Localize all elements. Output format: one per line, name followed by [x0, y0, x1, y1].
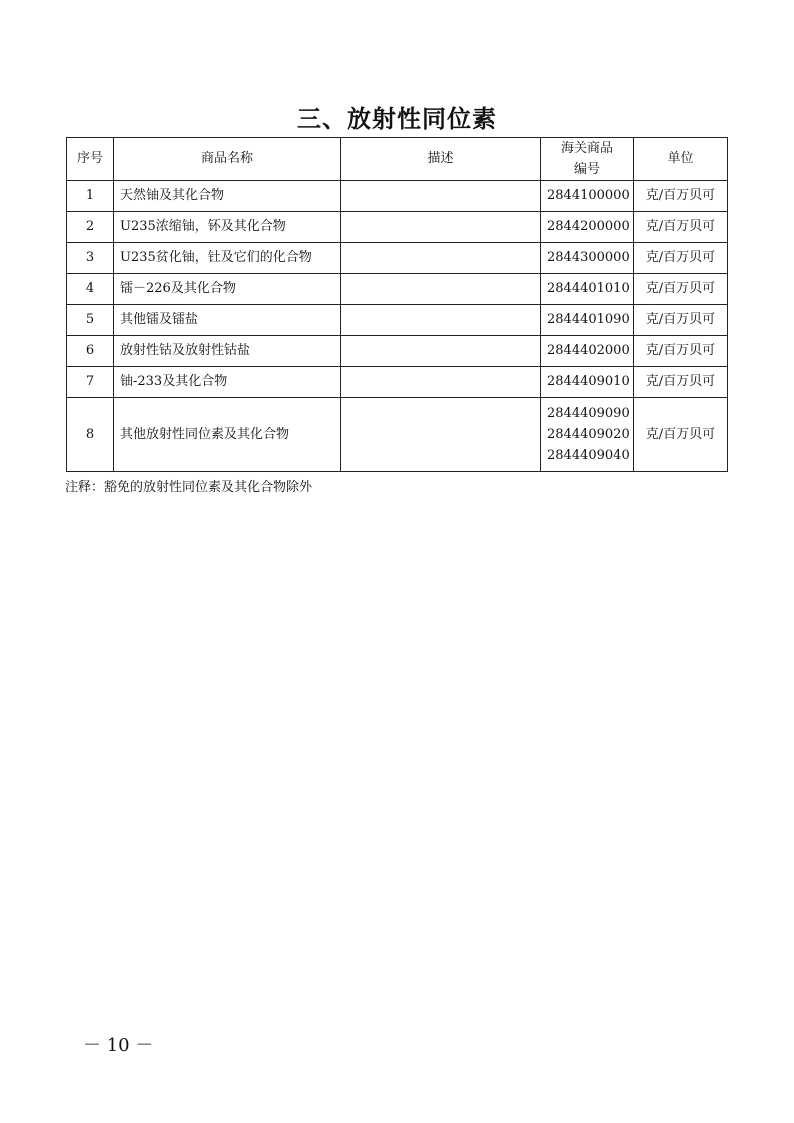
row-customs-code-list	[541, 398, 634, 472]
row-unit: 克/百万贝可	[634, 336, 728, 367]
row-name: 其他放射性同位素及其化合物	[114, 398, 341, 472]
table-row	[67, 181, 728, 212]
table-row	[67, 274, 728, 305]
header-customs-code-line1: 海关商品	[560, 141, 613, 156]
row-customs-code: 2844100000	[541, 181, 634, 212]
row-name: 放射性钴及放射性钴盐	[114, 336, 341, 367]
row-customs-code: 2844409010	[541, 367, 634, 398]
row-customs-code: 2844402000	[541, 336, 634, 367]
row-index: 7	[67, 367, 114, 398]
row-index: 3	[67, 243, 114, 274]
row-description	[341, 305, 541, 336]
row-unit: 克/百万贝可	[634, 243, 728, 274]
row-customs-code: 2844200000	[541, 212, 634, 243]
row-description	[341, 336, 541, 367]
section-title: 三、放射性同位素	[297, 105, 497, 133]
header-index: 序号	[67, 138, 114, 181]
row-description	[341, 398, 541, 472]
header-name: 商品名称	[114, 138, 341, 181]
isotope-table	[66, 137, 728, 472]
row-customs-code: 2844300000	[541, 243, 634, 274]
header-customs-code	[541, 138, 634, 181]
row-description	[341, 212, 541, 243]
page-number: － 10 －	[83, 1035, 154, 1056]
row-unit: 克/百万贝可	[634, 181, 728, 212]
row-unit: 克/百万贝可	[634, 398, 728, 472]
row-unit: 克/百万贝可	[634, 274, 728, 305]
row-index: 6	[67, 336, 114, 367]
row-customs-code: 2844401010	[541, 274, 634, 305]
row-customs-code: 2844401090	[541, 305, 634, 336]
table-row	[67, 398, 728, 472]
table-row	[67, 305, 728, 336]
table-note: 注释：豁免的放射性同位素及其化合物除外	[65, 480, 313, 495]
row-unit: 克/百万贝可	[634, 305, 728, 336]
row-index: 5	[67, 305, 114, 336]
table-row	[67, 367, 728, 398]
row-unit: 克/百万贝可	[634, 367, 728, 398]
row-description	[341, 367, 541, 398]
row-name: 天然铀及其化合物	[114, 181, 341, 212]
table-header-row	[67, 138, 728, 181]
row-name: 铀-233及其化合物	[114, 367, 341, 398]
header-customs-code-line2: 编号	[573, 162, 600, 177]
row-index: 1	[67, 181, 114, 212]
row-customs-code: 2844409020	[547, 427, 630, 442]
row-index: 2	[67, 212, 114, 243]
row-description	[341, 181, 541, 212]
table-row	[67, 243, 728, 274]
header-unit: 单位	[634, 138, 728, 181]
row-customs-code: 2844409040	[547, 448, 630, 463]
table-row	[67, 336, 728, 367]
row-description	[341, 243, 541, 274]
header-description: 描述	[341, 138, 541, 181]
table-row	[67, 212, 728, 243]
row-unit: 克/百万贝可	[634, 212, 728, 243]
row-description	[341, 274, 541, 305]
row-index: 8	[67, 398, 114, 472]
row-name: 其他镭及镭盐	[114, 305, 341, 336]
row-name: 镭－226及其化合物	[114, 274, 341, 305]
row-name: U235浓缩铀，钚及其化合物	[114, 212, 341, 243]
row-name: U235贫化铀，钍及它们的化合物	[114, 243, 341, 274]
row-index: 4	[67, 274, 114, 305]
row-customs-code: 2844409090	[547, 406, 630, 421]
